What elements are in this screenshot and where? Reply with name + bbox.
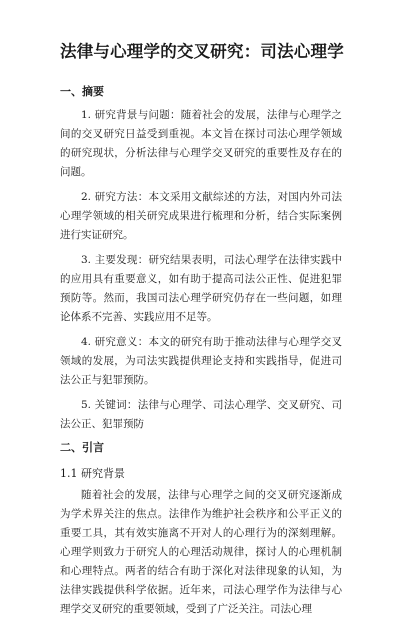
abstract-paragraph-background: 1. 研究背景与问题：随着社会的发展，法律与心理学之间的交叉研究日益受到重视。本文旨在探讨司法心理学领域的研究现状，分析法律与心理学交叉研究的重要性及存在的问题。 xyxy=(60,109,342,178)
abstract-paragraph-findings: 3. 主要发现：研究结果表明，司法心理学在法律实践中的应用具有重要意义，如有助于提高司法公正性、促进犯罪预防等。然而，我国司法心理学研究仍存在一些问题，如理论体系不完善、实践应用不足等。 xyxy=(60,254,342,323)
abstract-paragraph-significance: 4. 研究意义：本文的研究有助于推动法律与心理学交叉领域的发展，为司法实践提供理论支持和实践指导，促进司法公正与犯罪预防。 xyxy=(60,336,342,386)
subsection-heading-background: 1.1 研究背景 xyxy=(60,467,125,480)
introduction-paragraph: 随着社会的发展，法律与心理学之间的交叉研究逐渐成为学术界关注的焦点。法律作为维护社会秩序和公平正义的重要工具，其有效实施离不开对人的心理行为的深刻理解。心理学则致力于研究人的心理活动规律，探讨人的心理机制和心理特点。两者的结合有助于深化对法律现象的认知，为法律实践提供科学依据。近年来，司法心理学作为法律与心理学交叉研究的重要领域，受到了广泛关注。司法心理 xyxy=(60,489,342,615)
document-title: 法律与心理学的交叉研究：司法心理学 xyxy=(60,42,344,61)
section-heading-abstract: 一、摘要 xyxy=(60,85,104,98)
section-heading-introduction: 二、引言 xyxy=(60,441,104,454)
abstract-paragraph-keywords: 5. 关键词：法律与心理学、司法心理学、交叉研究、司法公正、犯罪预防 xyxy=(60,399,342,430)
abstract-paragraph-methods: 2. 研究方法：本文采用文献综述的方法，对国内外司法心理学领域的相关研究成果进行梳理和分析，结合实际案例进行实证研究。 xyxy=(60,191,342,241)
